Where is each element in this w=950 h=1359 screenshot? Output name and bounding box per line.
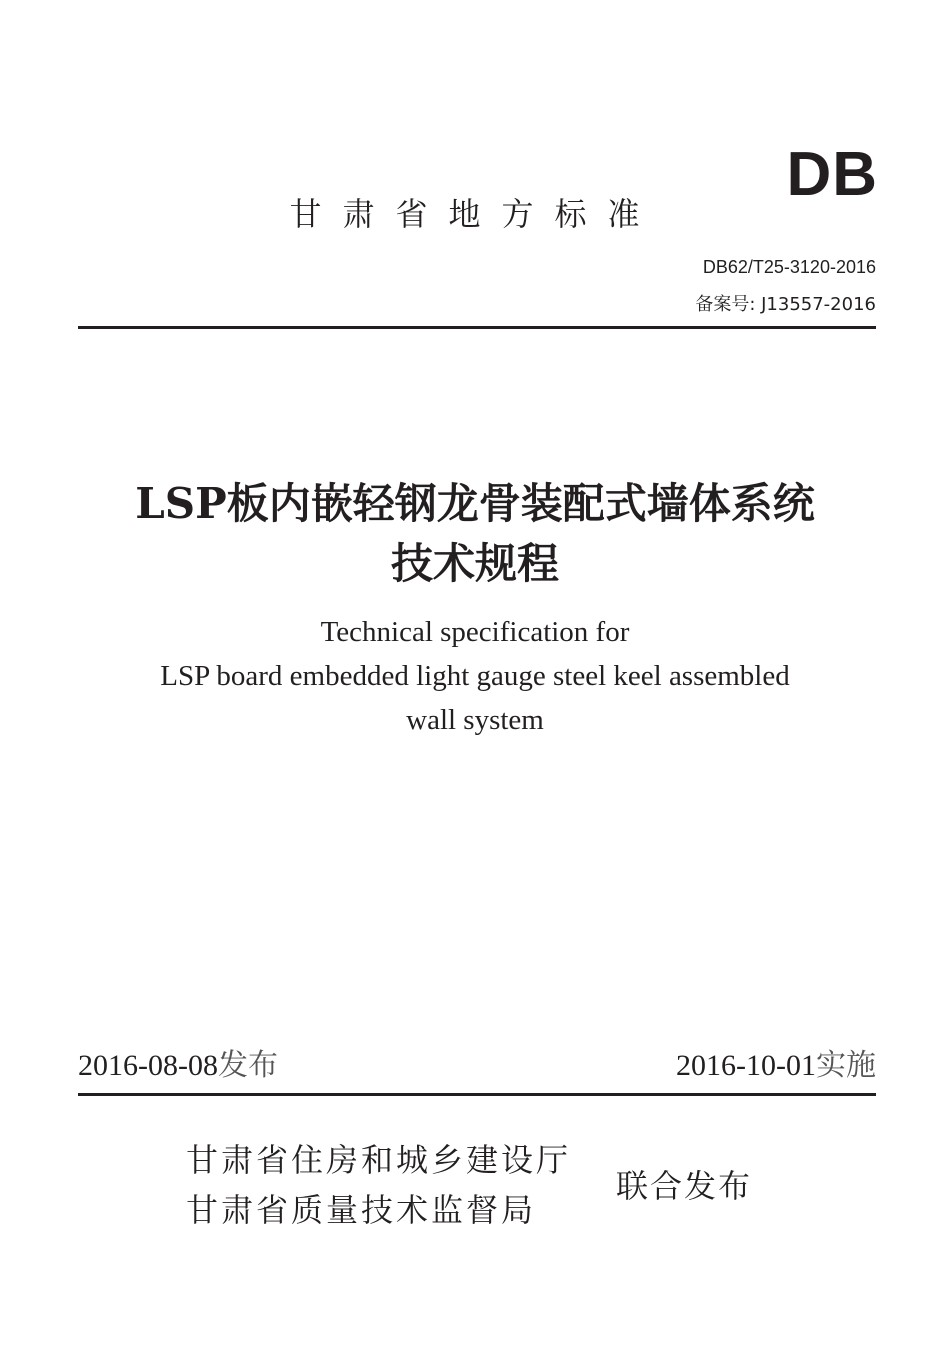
title-chinese-line1: LSP板内嵌轻钢龙骨装配式墙体系统 — [135, 479, 815, 528]
issue-suffix: 发布 — [217, 1048, 278, 1083]
joint-issue-label: 联合发布 — [616, 1167, 753, 1205]
standard-type: 甘肃省地方标准 — [289, 195, 661, 233]
issuer-quality-bureau: 甘肃省质量技术监督局 — [186, 1191, 537, 1229]
db-logo: DB — [786, 140, 878, 209]
implementation-suffix: 实施 — [816, 1048, 876, 1083]
issuer-housing-department: 甘肃省住房和城乡建设厅 — [186, 1141, 572, 1179]
title-chinese-line2: 技术规程 — [390, 539, 559, 588]
implementation-date — [676, 1044, 876, 1088]
implementation-date-value: 2016-10-01 — [676, 1049, 816, 1082]
issue-date — [78, 1044, 278, 1088]
standard-number: DB62/T25-3120-2016 — [702, 257, 876, 277]
bottom-divider — [78, 1093, 876, 1096]
title-english-line2: LSP board embedded light gauge steel keel assembled — [160, 660, 790, 692]
title-english-line3: wall system — [406, 704, 544, 736]
title-english-line1: Technical specification for — [320, 616, 630, 648]
top-divider — [78, 326, 876, 329]
filing-number: 备案号: J13557-2016 — [695, 294, 876, 315]
issue-date-value: 2016-08-08 — [78, 1049, 218, 1082]
